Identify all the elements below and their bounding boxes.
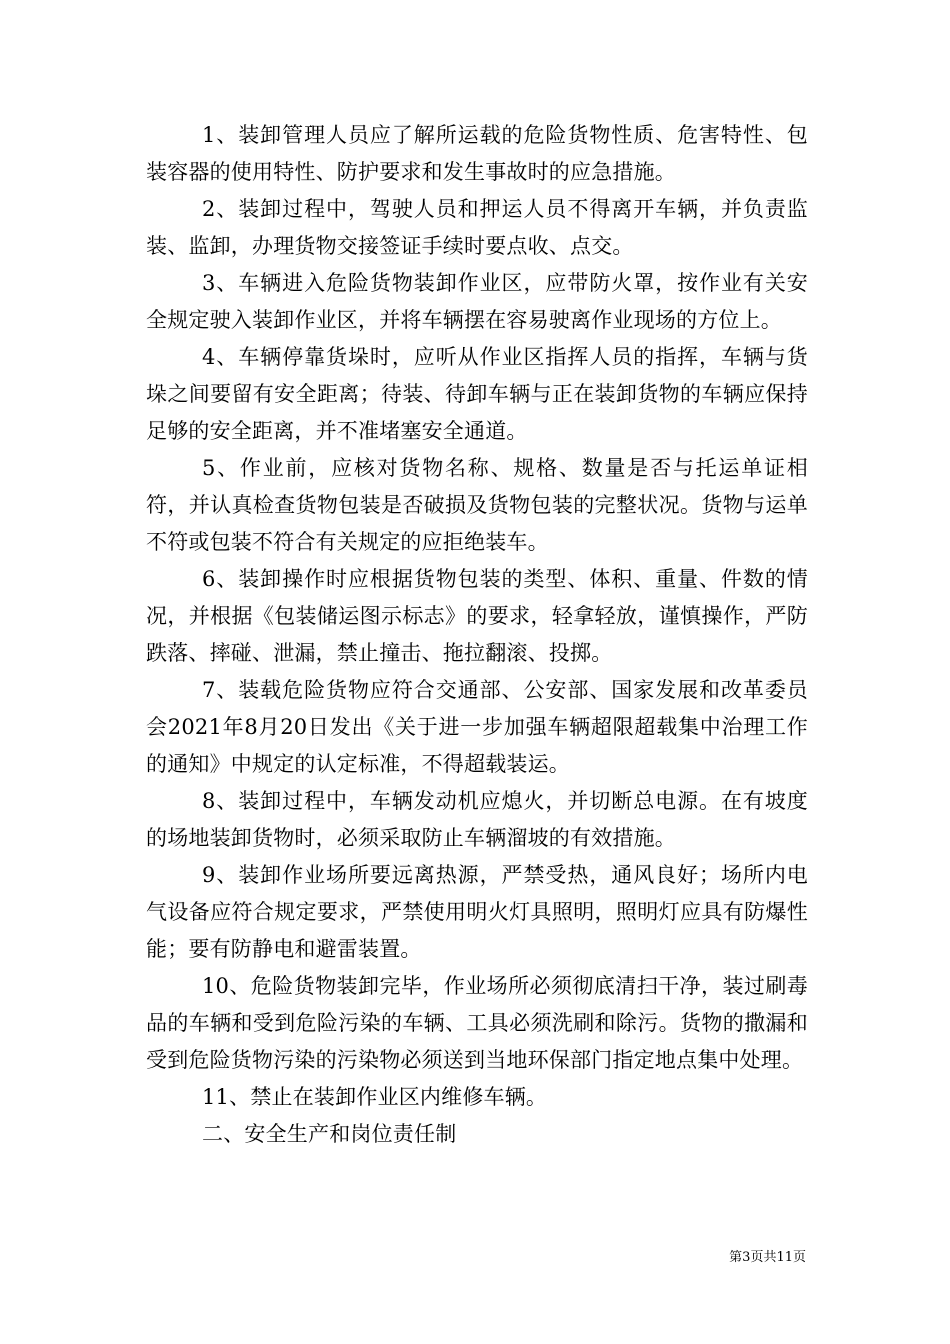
paragraph-6: 6、装卸操作时应根据货物包装的类型、体积、重量、件数的情况，并根据《包装储运图示标志》的要求，轻拿轻放，谨慎操作，严防跌落、摔碰、泄漏，禁止撞击、拖拉翻滚、投掷。 [146, 567, 808, 665]
page-number: 第3页共11页 [729, 1250, 806, 1265]
paragraph-11: 11、禁止在装卸作业区内维修车辆。 [202, 1085, 548, 1109]
paragraph-3: 3、车辆进入危险货物装卸作业区，应带防火罩，按作业有关安全规定驶入装卸作业区，并将车辆摆在容易驶离作业现场的方位上。 [146, 271, 808, 332]
paragraph-2: 2、装卸过程中，驾驶人员和押运人员不得离开车辆，并负责监装、监卸，办理货物交接签证手续时要点收、点交。 [146, 197, 808, 258]
paragraph-8: 8、装卸过程中，车辆发动机应熄火，并切断总电源。在有坡度的场地装卸货物时，必须采取防止车辆溜坡的有效措施。 [146, 789, 808, 850]
paragraph-9: 9、装卸作业场所要远离热源，严禁受热，通风良好；场所内电气设备应符合规定要求，严禁使用明火灯具照明，照明灯应具有防爆性能；要有防静电和避雷装置。 [146, 863, 808, 961]
section-heading: 二、安全生产和岗位责任制 [202, 1122, 457, 1146]
paragraph-7: 7、装载危险货物应符合交通部、公安部、国家发展和改革委员会2021年8月20日发出《关于进一步加强车辆超限超载集中治理工作的通知》中规定的认定标准，不得超载装运。 [146, 678, 808, 776]
paragraph-1: 1、装卸管理人员应了解所运载的危险货物性质、危害特性、包装容器的使用特性、防护要求和发生事故时的应急措施。 [146, 123, 808, 184]
paragraph-10: 10、危险货物装卸完毕，作业场所必须彻底清扫干净，装过刷毒品的车辆和受到危险污染的车辆、工具必须洗刷和除污。货物的撒漏和受到危险货物污染的污染物必须送到当地环保部门指定地点集中处理。 [146, 974, 808, 1072]
document-body [146, 117, 808, 1153]
paragraph-5: 5、作业前，应核对货物名称、规格、数量是否与托运单证相符，并认真检查货物包装是否破损及货物包装的完整状况。货物与运单不符或包装不符合有关规定的应拒绝装车。 [146, 456, 808, 554]
paragraph-4: 4、车辆停靠货垛时，应听从作业区指挥人员的指挥，车辆与货垛之间要留有安全距离；待装、待卸车辆与正在装卸货物的车辆应保持足够的安全距离，并不准堵塞安全通道。 [146, 345, 808, 443]
